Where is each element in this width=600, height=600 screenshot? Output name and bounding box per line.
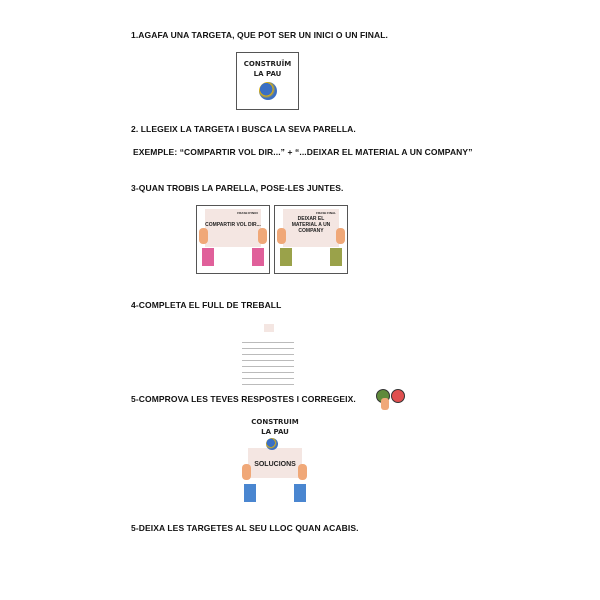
card-end	[274, 205, 348, 274]
step-6: 5-DEIXA LES TARGETES AL SEU LLOC QUAN ACABIS.	[131, 523, 359, 533]
hand	[298, 464, 307, 480]
sleeve	[294, 484, 306, 502]
card-text: DEIXAR EL MATERIAL A UN COMPANY	[291, 216, 331, 234]
sleeve	[330, 248, 342, 266]
sleeve	[244, 484, 256, 502]
globe-icon	[266, 438, 278, 450]
example: EXEMPLE: “COMPARTIR VOL DIR...” + “...DEIXAR EL MATERIAL A UN COMPANY”	[133, 147, 473, 157]
hand	[277, 228, 286, 244]
card-tag: FRASE FINAL	[316, 211, 336, 215]
step-3: 3-QUAN TROBIS LA PARELLA, POSE-LES JUNTES.	[131, 183, 344, 193]
logo-line1: CONSTRUÏM	[243, 60, 292, 68]
logo-line2: LA PAU	[253, 70, 282, 78]
solutions-label: SOLUCIONS	[248, 448, 302, 478]
solutions-line1: CONSTRUIM	[251, 418, 299, 426]
globe-hands-icon	[259, 82, 277, 100]
sleeve	[202, 248, 214, 266]
cross-icon	[391, 389, 405, 403]
hand	[242, 464, 251, 480]
step-4: 4-COMPLETA EL FULL DE TREBALL	[131, 300, 282, 310]
hand	[199, 228, 208, 244]
step-2: 2. LLEGEIX LA TARGETA I BUSCA LA SEVA PARELLA.	[131, 124, 356, 134]
worksheet-thumbnail	[242, 320, 294, 388]
hand	[258, 228, 267, 244]
card-tag: FRASE D'INICI	[237, 211, 258, 215]
card-start	[196, 205, 270, 274]
step-1: 1.AGAFA UNA TARGETA, QUE POT SER UN INICI O UN FINAL.	[131, 30, 388, 40]
sleeve	[252, 248, 264, 266]
card-text: COMPARTIR VOL DIR...	[205, 222, 261, 228]
solutions-card	[240, 414, 310, 504]
sleeve	[280, 248, 292, 266]
pointing-hand-icon	[381, 398, 389, 410]
hand	[336, 228, 345, 244]
solutions-line2: LA PAU	[261, 428, 289, 436]
logo-card	[236, 52, 299, 110]
step-5: 5-COMPROVA LES TEVES RESPOSTES I CORREGEIX.	[131, 394, 356, 404]
